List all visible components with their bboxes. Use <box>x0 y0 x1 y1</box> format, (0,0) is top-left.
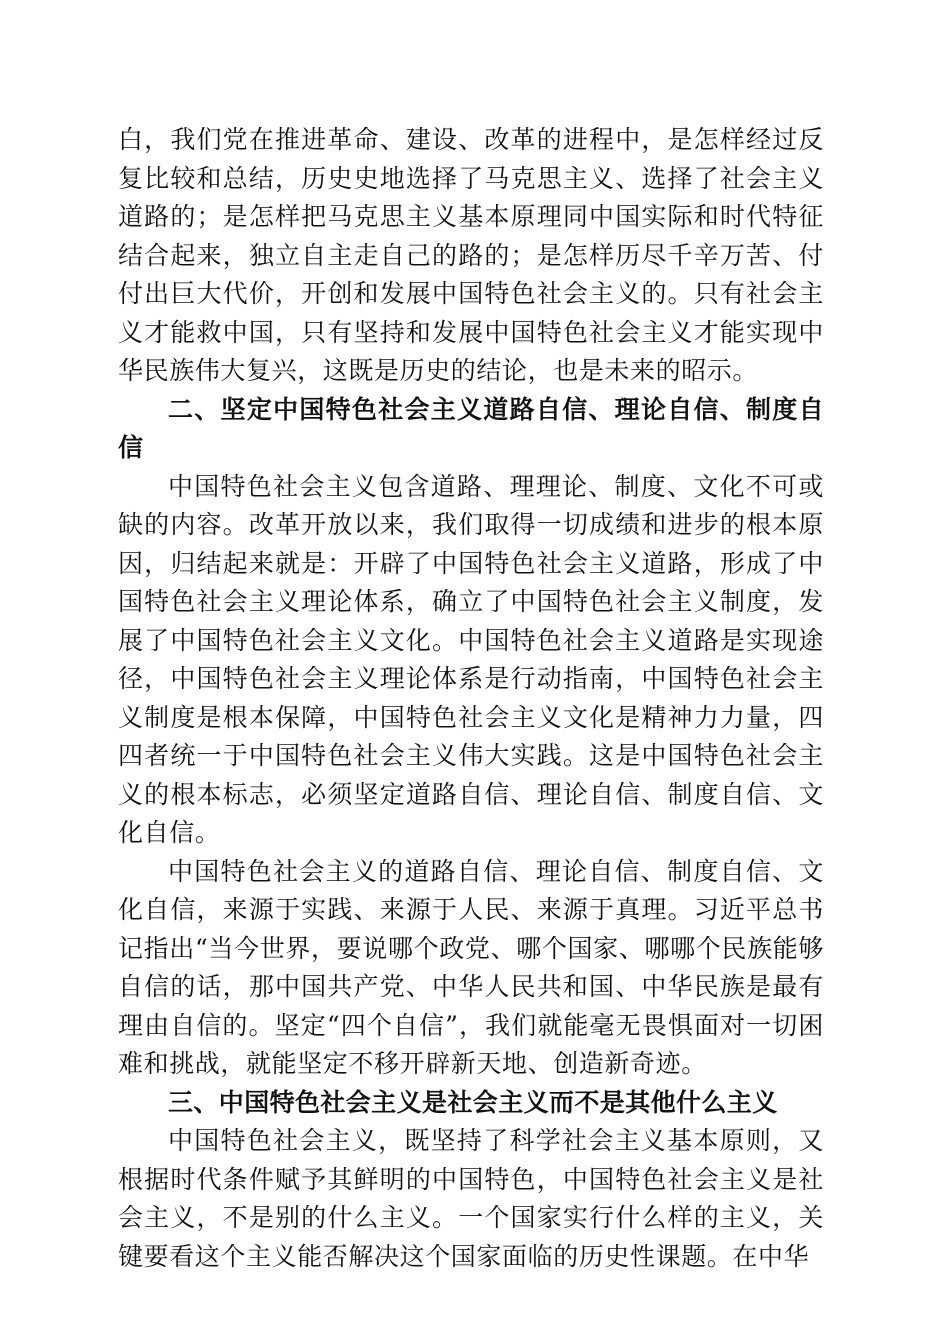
paragraph-four-confidences: 中国特色社会主义的道路自信、理论自信、制度自信、文化自信，来源于实践、来源于人民、来源于真理。习近平总书记指出“当今世界，要说哪个政党、哪个国家、哪哪个民族能够自信的话，那中国共产党、中华人民共和国、中华民族是最有理由自信的。坚定“四个自信”，我们就能毫无畏惧面对一切困难和挑战，就能坚定不移开辟新天地、创造新奇迹。 <box>118 856 824 1078</box>
paragraph-socialism: 中国特色社会主义，既坚持了科学社会主义基本原则，又根据时代条件赋予其鲜明的中国特色，中国特色社会主义是社会主义，不是别的什么主义。一个国家实行什么样的主义，关键要看这个主义能否解决这个国家面临的历史性课题。在中华 <box>118 1126 824 1271</box>
paragraph-continuation: 白，我们党在推进革命、建设、改革的进程中，是怎样经过反复比较和总结，历史史地选择了马克思主义、选择了社会主义道路的；是怎样把马克思主义基本原理同中国实际和时代特征结合起来，独立自主走自己的路的；是怎样历尽千辛万苦、付付出巨大代价，开创和发展中国特色社会主义的。只有社会主义才能救中国，只有坚持和发展中国特色社会主义才能实现中华民族伟大复兴，这既是历史的结论，也是未来的昭示。 <box>118 125 824 385</box>
section-heading-3: 三、中国特色社会主义是社会主义而不是其他什么主义 <box>168 1087 778 1117</box>
paragraph-four-components: 中国特色社会主义包含道路、理理论、制度、文化不可或缺的内容。改革开放以来，我们取得一切成绩和进步的根本原因，归结起来就是：开辟了中国特色社会主义道路，形成了中国特色社会主义理论体系，确立了中国特色社会主义制度，发展了中国特色社会主义文化。中国特色社会主义道路是实现途径，中国特色社会主义理论体系是行动指南，中国特色社会主义制度是根本保障，中国特色社会主义文化是精神力力量，四四者统一于中国特色社会主义伟大实践。这是中国特色社会主义的根本标志，必须坚定道路自信、理论自信、制度自信、文化自信。 <box>118 471 824 847</box>
document-page <box>118 121 824 1276</box>
section-heading-2: 二、坚定中国特色社会主义道路自信、理论自信、制度自信 <box>118 394 824 462</box>
